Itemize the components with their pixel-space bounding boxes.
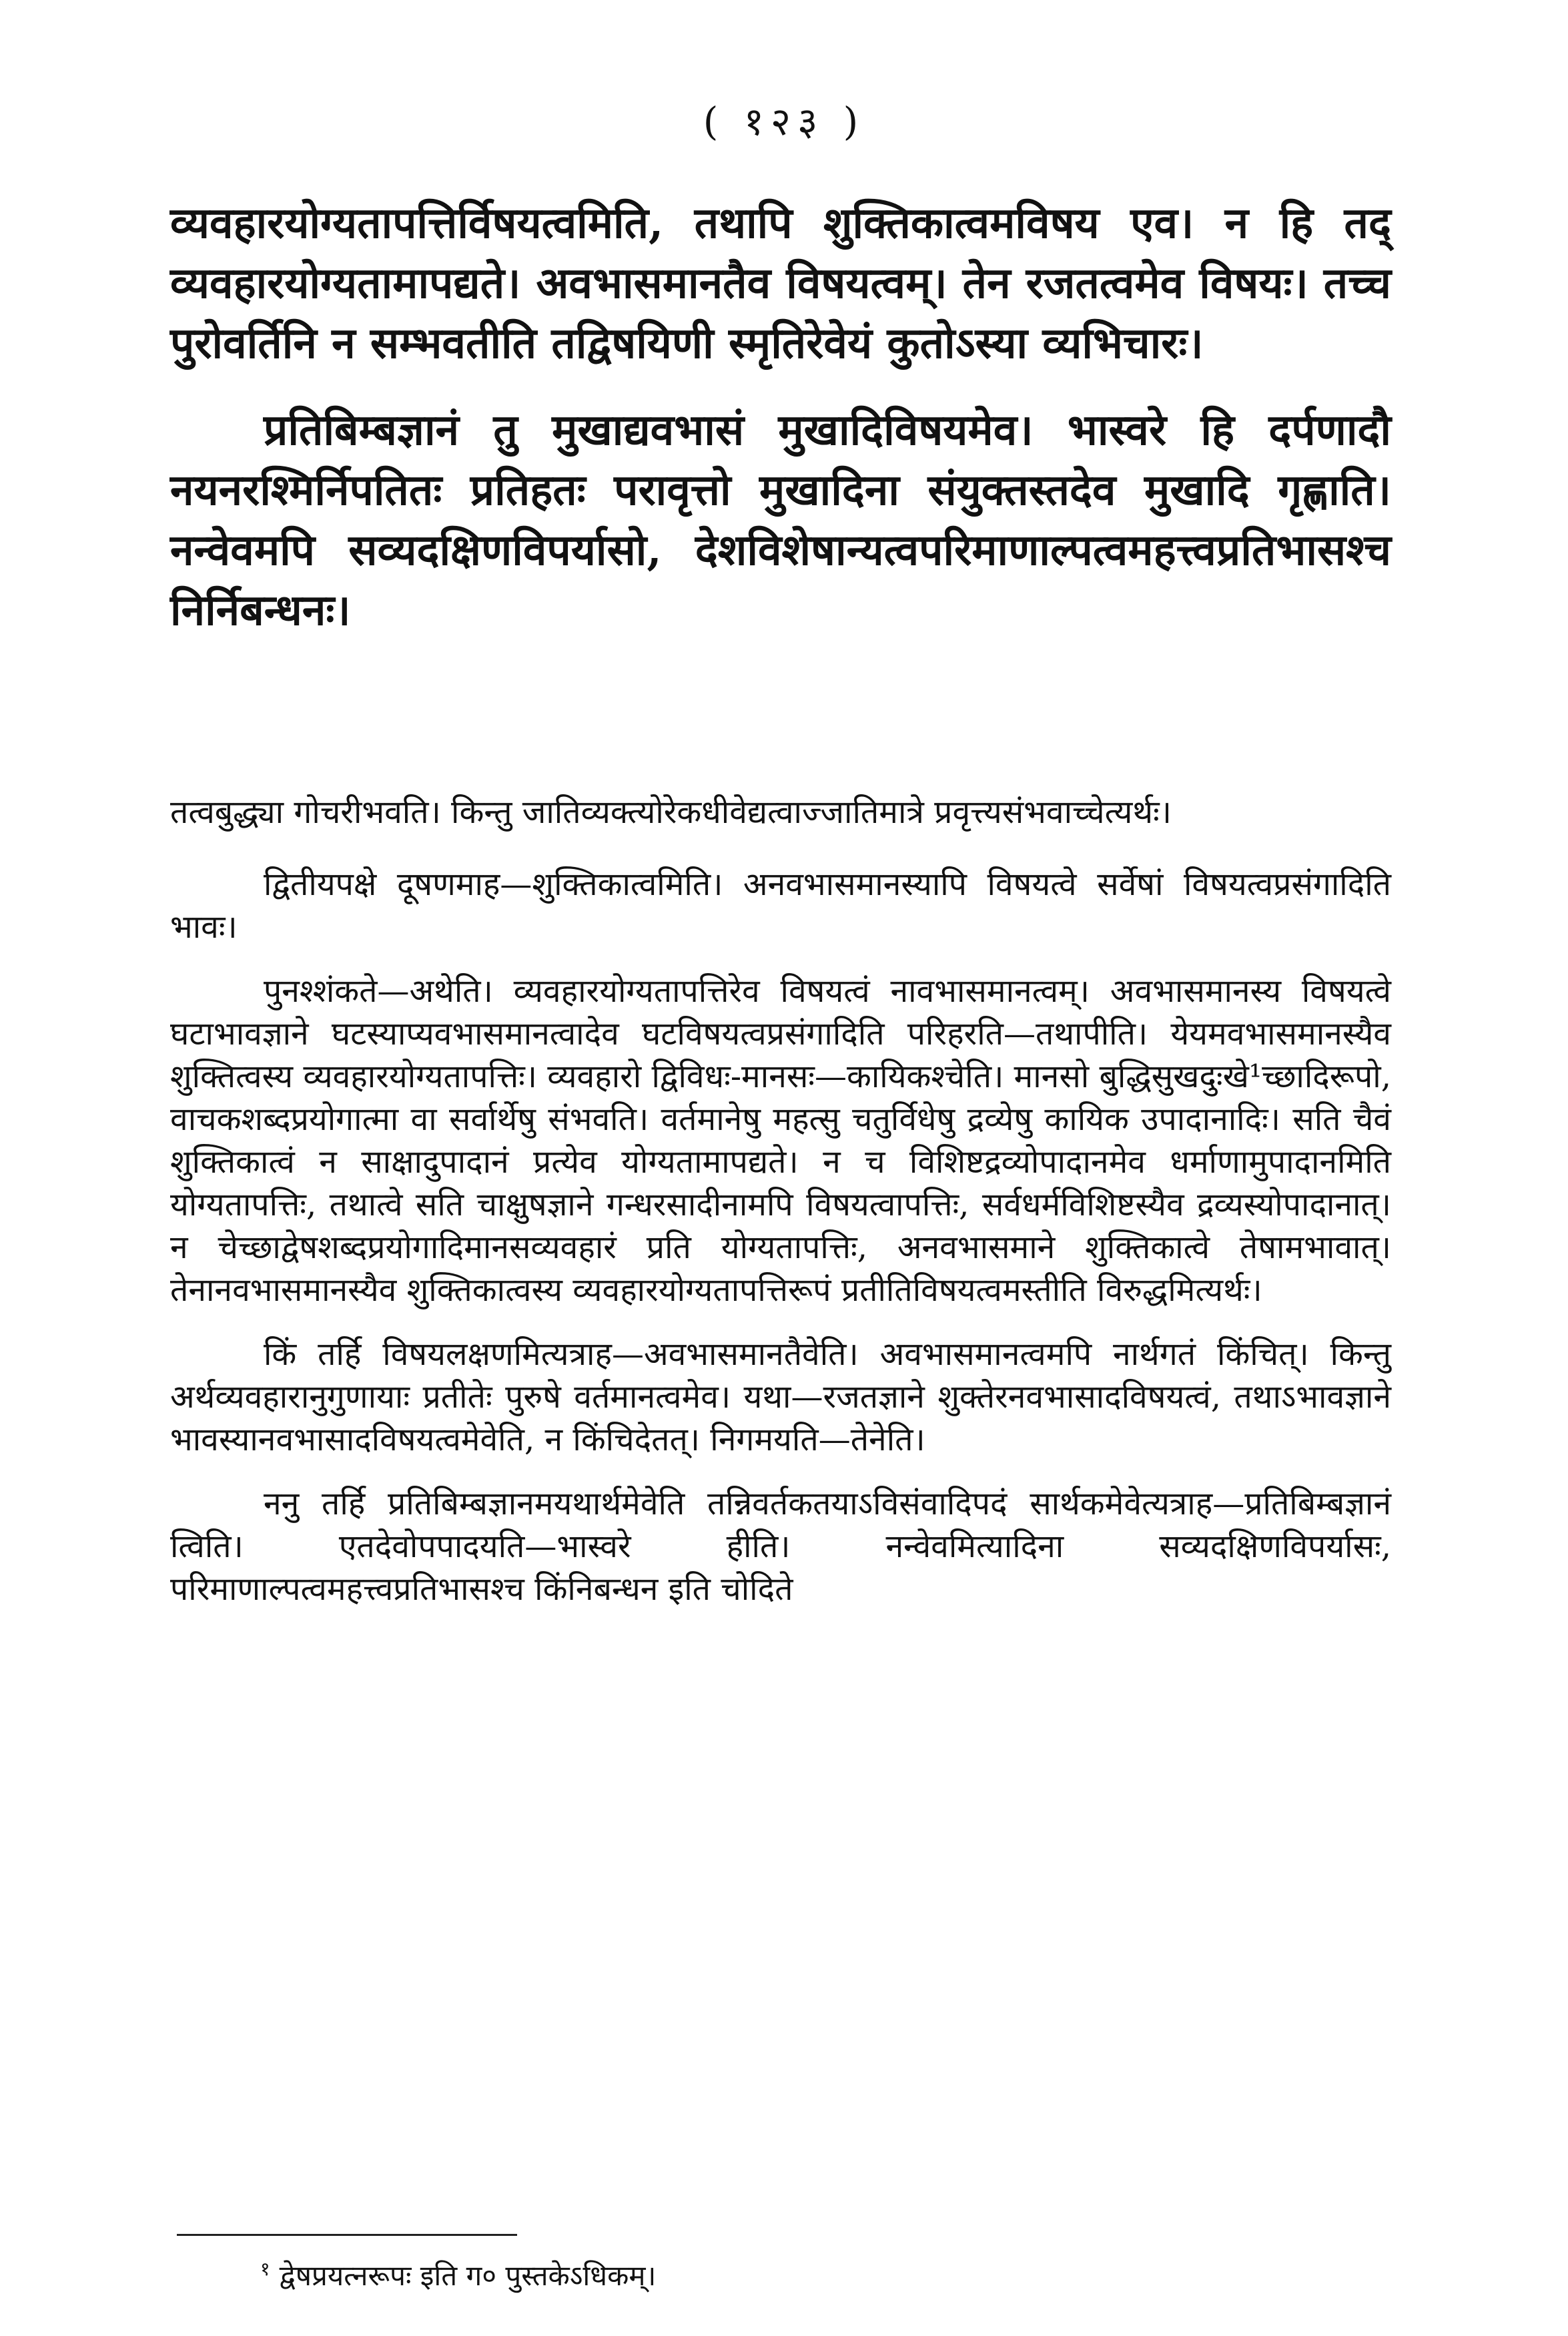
footnote-divider <box>177 2234 517 2236</box>
page-number: ( १२३ ) <box>703 99 865 144</box>
commentary-paragraph-5: ननु तर्हि प्रतिबिम्बज्ञानमयथार्थमेवेति तन्निवर्तकतयाऽविसंवादिपदं सार्थकमेवेत्यत्राह—प्रतिबिम्बज्ञानं त्विति। एतदेवोपपादयति—भास्वरे हीति। नन्वेवमित्यादिना सव्यदक्षिणविपर्यासः, परिमाणाल्पत्वमहत्त्वप्रतिभासश्च किंनिबन्धन इति चोदिते <box>170 1485 1391 1608</box>
root-paragraph-1: व्यवहारयोग्यतापत्तिर्विषयत्वमिति, तथापि शुक्तिकात्वमविषय एव। न हि तद् व्यवहारयोग्यतामापद्यते। अवभासमानतैव विषयत्वम्। तेन रजतत्वमेव विषयः। तच्च पुरोवर्तिनि न सम्भवतीति तद्विषयिणी स्मृतिरेवेयं कुतोऽस्या व्यभिचारः। <box>170 198 1391 368</box>
footnote-marker: १ <box>260 2258 270 2280</box>
commentary-paragraph-1: तत्वबुद्ध्या गोचरीभवति। किन्तु जातिव्यक्त्योरेकधीवेद्यत्वाज्जातिमात्रे प्रवृत्त्यसंभवाच्चेत्यर्थः। <box>170 794 1172 831</box>
commentary <box>170 791 1391 1632</box>
commentary-paragraph-3: पुनश्शंकते—अथेति। व्यवहारयोग्यतापत्तिरेव विषयत्वं नावभासमानत्वम्। अवभासमानस्य विषयत्वे घटाभावज्ञाने घटस्याप्यवभासमानत्वादेव घटविषयत्वप्रसंगादिति परिहरति—तथापीति। येयमवभासमानस्यैव शुक्तित्वस्य व्यवहारयोग्यतापत्तिः। व्यवहारो द्विविधः-मानसः—कायिकश्चेति। मानसो बुद्धिसुखदुःखे¹च्छादिरूपो, वाचकशब्दप्रयोगात्मा वा सर्वार्थेषु संभवति। वर्तमानेषु महत्सु चतुर्विधेषु द्रव्येषु कायिक उपादानादिः। सति चैवं शुक्तिकात्वं न साक्षादुपादानं प्रत्येव योग्यतामापद्यते। न च विशिष्टद्रव्योपादानमेव धर्माणामुपादानमिति योग्यतापत्तिः, तथात्वे सति चाक्षुषज्ञाने गन्धरसादीनामपि विषयत्वापत्तिः, सर्वधर्मविशिष्टस्यैव द्रव्यस्योपादानात्। न चेच्छाद्वेषशब्दप्रयोगादिमानसव्यवहारं प्रति योग्यतापत्तिः, अनवभासमाने शुक्तिकात्वे तेषामभावात्। तेनानवभासमानस्यैव शुक्तिकात्वस्य व्यवहारयोग्यतापत्तिरूपं प्रतीतिविषयत्वमस्तीति विरुद्धमित्यर्थः। <box>170 972 1391 1309</box>
footnote <box>260 2251 1395 2295</box>
root-text <box>170 194 1391 667</box>
commentary-paragraph-2: द्वितीयपक्षे दूषणमाह—शुक्तिकात्वमिति। अनवभासमानस्यापि विषयत्वे सर्वेषां विषयत्वप्रसंगादिति भावः। <box>170 866 1391 946</box>
commentary-paragraph-4: किं तर्हि विषयलक्षणमित्यत्राह—अवभासमानतैवेति। अवभासमानत्वमपि नार्थगतं किंचित्। किन्तु अर्थव्यवहारानुगुणायाः प्रतीतेः पुरुषे वर्तमानत्वमेव। यथा—रजतज्ञाने शुक्तेरनवभासादविषयत्वं, तथाऽभावज्ञाने भावस्यानवभासादविषयत्वमेवेति, न किंचिदेतत्। निगमयति—तेनेति। <box>170 1336 1391 1458</box>
root-paragraph-2: प्रतिबिम्बज्ञानं तु मुखाद्यवभासं मुखादिविषयमेव। भास्वरे हि दर्पणादौ नयनरश्मिर्निपतितः प्रतिहतः परावृत्तो मुखादिना संयुक्तस्तदेव मुखादि गृह्णाति। नन्वेवमपि सव्यदक्षिणविपर्यासो, देशविशेषान्यत्वपरिमाणाल्पत्वमहत्त्वप्रतिभासश्च निर्निबन्धनः। <box>170 405 1391 635</box>
footnote-text: द्वेषप्रयत्नरूपः इति ग० पुस्तकेऽधिकम्। <box>279 2259 657 2292</box>
